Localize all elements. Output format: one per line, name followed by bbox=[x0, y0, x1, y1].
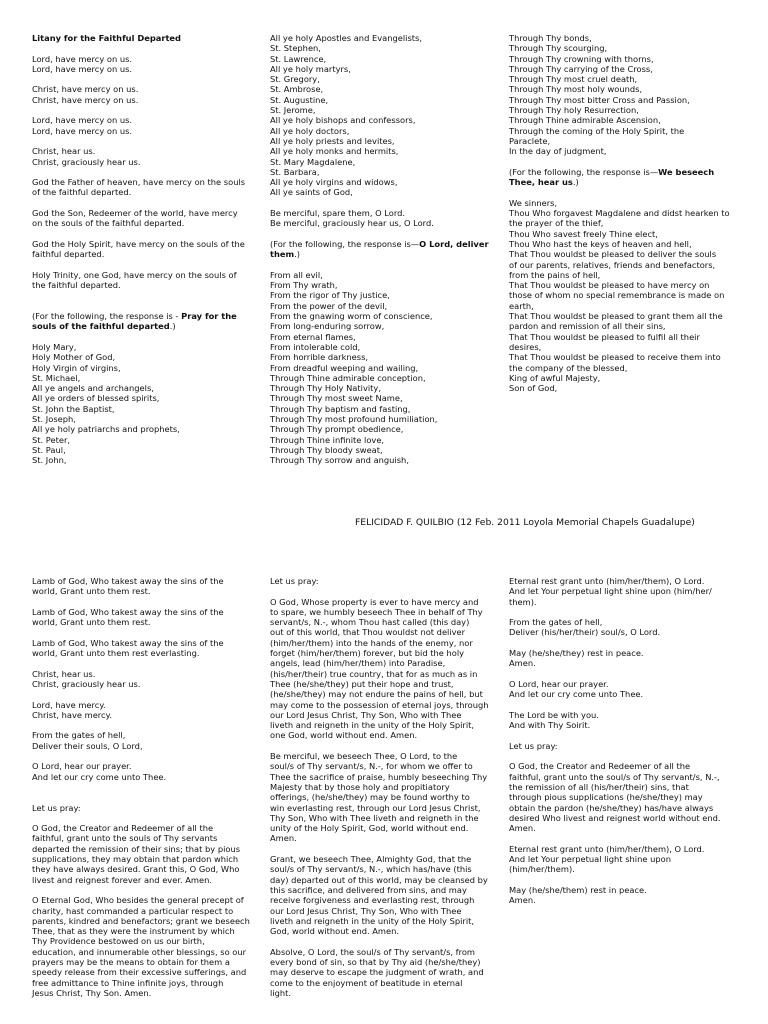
text-line: We sinners, bbox=[509, 197, 558, 208]
text-line: Deliver (his/her/their) soul/s, O Lord. bbox=[509, 627, 661, 638]
text-line: Through Thy most cruel death, bbox=[509, 74, 638, 85]
text-line: (him/her/them). bbox=[509, 864, 575, 875]
text-line: Thee the sacrifice of praise, humbly beseeching Thy bbox=[270, 771, 488, 782]
text-line: St. John the Baptist, bbox=[32, 403, 115, 414]
text-line: From the gates of hell, bbox=[509, 617, 603, 628]
paragraph bbox=[509, 198, 737, 394]
page1-col1 bbox=[32, 33, 260, 476]
text-line: O Eternal God, Who besides the general precept of bbox=[32, 895, 244, 906]
paragraph bbox=[32, 270, 260, 291]
paragraph bbox=[270, 751, 498, 844]
text-line: the faithful departed. bbox=[32, 280, 121, 291]
paragraph bbox=[32, 84, 260, 105]
text-line: All ye holy Apostles and Evangelists, bbox=[270, 33, 422, 43]
text-line: St. Gregory, bbox=[270, 74, 320, 85]
paragraph bbox=[32, 54, 260, 75]
text-line: light. bbox=[270, 987, 292, 998]
text-line: Deliver their souls, O Lord, bbox=[32, 740, 143, 751]
paragraph bbox=[32, 730, 260, 751]
text-line: Amen. bbox=[509, 658, 536, 669]
text-line: day) departed out of this world, may be cleansed by bbox=[270, 874, 488, 885]
text-line bbox=[270, 249, 498, 259]
text-line: every bond of sin, so that by Thy aid (he/she/they) bbox=[270, 956, 481, 967]
page1-col2 bbox=[270, 33, 498, 476]
paragraph bbox=[32, 177, 260, 198]
text-line: May (he/she/they) rest in peace. bbox=[509, 648, 644, 659]
text-line: O Lord, hear our prayer. bbox=[32, 761, 132, 772]
text-line: Lord, have mercy on us. bbox=[32, 53, 133, 64]
text-line: on the souls of the faithful departed. bbox=[32, 218, 185, 229]
text-line: faithful, grant unto the souls of Thy servants bbox=[32, 833, 218, 844]
text-line: (he/she/they) may not endure the pains of hell, but bbox=[270, 689, 483, 700]
text-line: Grant, we beseech Thee, Almighty God, that the bbox=[270, 854, 472, 865]
text-line: liveth and reigneth in the unity of the Holy Spirit, bbox=[270, 915, 475, 926]
text-line: All ye holy bishops and confessors, bbox=[270, 115, 416, 126]
text-line: From horrible darkness, bbox=[270, 352, 369, 363]
text-line: Jesus Christ, Thy Son. Amen. bbox=[32, 987, 152, 998]
text-line: From long-enduring sorrow, bbox=[270, 321, 385, 332]
text-line: Through Thine infinite love, bbox=[270, 434, 385, 445]
paragraph bbox=[270, 239, 498, 260]
text-line: through pious supplications (he/she/they) may bbox=[509, 792, 703, 803]
text-line: of the faithful departed. bbox=[32, 187, 132, 198]
text-line: From dreadful weeping and wailing, bbox=[270, 362, 419, 373]
text-line: Through Thy prompt obedience, bbox=[270, 424, 404, 435]
text-line: Through Thy Holy Nativity, bbox=[270, 383, 381, 394]
text-line: That Thou wouldst be pleased to grant them all the bbox=[509, 311, 723, 322]
paragraph bbox=[509, 617, 737, 638]
page1-col3 bbox=[509, 33, 737, 404]
text-line: O Lord, hear our prayer. bbox=[509, 678, 609, 689]
page2-col1 bbox=[32, 576, 260, 1008]
text-line: Through Thine admirable conception, bbox=[270, 372, 426, 383]
text-line: Lord, have mercy on us. bbox=[32, 115, 133, 126]
text-line: Holy Mary, bbox=[32, 341, 77, 352]
text-line: this sacrifice, and delivered from sins, and may bbox=[270, 884, 467, 895]
text-line: Son of God, bbox=[509, 383, 558, 394]
paragraph bbox=[509, 844, 737, 875]
text-line: O God, the Creator and Redeemer of all the bbox=[509, 761, 691, 772]
text-line: St. Stephen, bbox=[270, 43, 321, 54]
text-line: to spare, we humbly beseech Thee in behalf of Thy bbox=[270, 606, 483, 617]
text-line: Majesty that by those holy and propitiatory bbox=[270, 781, 450, 792]
text-line: the remission of all (his/her/their) sins, that bbox=[509, 781, 689, 792]
text-line: from the pains of hell, bbox=[509, 269, 601, 280]
text-line: That Thou wouldst be pleased to fulfil all their bbox=[509, 331, 700, 342]
text-line: Through Thy most bitter Cross and Passion, bbox=[509, 94, 690, 105]
text-line: And let Your perpetual light shine upon (him/her/ bbox=[509, 586, 712, 597]
text-line: Lamb of God, Who takest away the sins of the bbox=[32, 637, 224, 648]
text-line: Holy Trinity, one God, have mercy on the souls of bbox=[32, 269, 237, 280]
text-line: Thy Son, Who with Thee liveth and reigneth in the bbox=[270, 812, 479, 823]
text-line: parents, kindred and benefactors; grant we beseech bbox=[32, 915, 250, 926]
text-line: obtain the pardon (he/she/they) has/have always bbox=[509, 802, 714, 813]
text-line: desires, bbox=[509, 341, 542, 352]
text-line: world, Grant unto them rest. bbox=[32, 586, 151, 597]
paragraph bbox=[509, 679, 737, 700]
text-line: angels, lead (him/her/them) into Paradise, bbox=[270, 658, 446, 669]
text-line: Lamb of God, Who takest away the sins of the bbox=[32, 576, 224, 586]
text-line: earth, bbox=[509, 300, 534, 311]
text-line: From the gates of hell, bbox=[32, 730, 126, 741]
paragraph bbox=[32, 895, 260, 998]
text-line: All ye angels and archangels, bbox=[32, 383, 154, 394]
text-line: Let us pray: bbox=[270, 576, 319, 586]
text-line: world, Grant unto them rest. bbox=[32, 617, 151, 628]
text-line: St. Paul, bbox=[32, 444, 66, 455]
text-line: soul/s of Thy servant/s, N.-, for whom we offer to bbox=[270, 761, 473, 772]
col-body bbox=[270, 576, 498, 998]
text-line: Through Thy most sweet Name, bbox=[270, 393, 403, 404]
text-line: prayers may be the means to obtain for them a bbox=[32, 956, 230, 967]
text-line: Through Thy most holy wounds, bbox=[509, 84, 643, 95]
text-line: Thou Who forgavest Magdalene and didst hearken to bbox=[509, 208, 730, 219]
text-line: (him/her/them) into the hands of the enemy, nor bbox=[270, 637, 473, 648]
text-line bbox=[32, 321, 260, 331]
text-line: All ye holy priests and levites, bbox=[270, 135, 395, 146]
paragraph bbox=[270, 597, 498, 741]
text-line: them). bbox=[509, 596, 537, 607]
text-line: Christ, hear us. bbox=[32, 668, 96, 679]
text-line: Through Thine admirable Ascension, bbox=[509, 115, 661, 126]
text-line: one God, world without end. Amen. bbox=[270, 730, 418, 741]
text-line: Lord, have mercy on us. bbox=[32, 63, 133, 74]
text-line: Lord, have mercy on us. bbox=[32, 125, 133, 136]
page2-col3 bbox=[509, 576, 737, 916]
text-line: God the Father of heaven, have mercy on the souls bbox=[32, 177, 246, 188]
text-line: All ye saints of God, bbox=[270, 187, 353, 198]
paragraph bbox=[32, 700, 260, 721]
text-line: desired Who livest and reignest world without end. bbox=[509, 812, 721, 823]
text-line: win everlasting rest, through our Lord Jesus Christ, bbox=[270, 802, 481, 813]
text-line: All ye orders of blessed spirits, bbox=[32, 393, 160, 404]
paragraph bbox=[270, 270, 498, 466]
text-line: departed the remission of their sins; that by pious bbox=[32, 843, 241, 854]
paragraph bbox=[32, 607, 260, 628]
text-line: From all evil, bbox=[270, 269, 323, 280]
response-text: .) bbox=[169, 321, 176, 332]
text-line: those of whom no special remembrance is made on bbox=[509, 290, 725, 301]
paragraph bbox=[32, 342, 260, 466]
text-line: St. Ambrose, bbox=[270, 84, 324, 95]
paragraph bbox=[509, 33, 737, 157]
text-line: of our parents, relatives, friends and benefactors, bbox=[509, 259, 716, 270]
text-line: Through Thy sorrow and anguish, bbox=[270, 455, 409, 466]
text-line: St. Lawrence, bbox=[270, 53, 327, 64]
text-line: faithful, grant unto the soul/s of Thy servant/s, N.-, bbox=[509, 771, 720, 782]
text-line: Thee (he/she/they) put their hope and trust, bbox=[270, 678, 454, 689]
text-line: And let Your perpetual light shine upon bbox=[509, 854, 671, 865]
text-line: our Lord Jesus Christ, Thy Son, Who with Thee bbox=[270, 709, 462, 720]
text-line: St. Mary Magdalene, bbox=[270, 156, 356, 167]
text-line: come to the enjoyment of beatitude in eternal bbox=[270, 977, 463, 988]
paragraph bbox=[509, 167, 737, 188]
text-line bbox=[509, 167, 737, 177]
text-line: From the power of the devil, bbox=[270, 300, 388, 311]
col-body bbox=[32, 576, 260, 998]
text-line: the prayer of the thief, bbox=[509, 218, 604, 229]
text-line: Thee, that as they were the instrument by which bbox=[32, 926, 235, 937]
text-line: Holy Virgin of virgins, bbox=[32, 362, 121, 373]
text-line: In the day of judgment, bbox=[509, 146, 607, 157]
text-line: Lord, have mercy. bbox=[32, 699, 106, 710]
text-line: may deserve to escape the judgment of wrath, and bbox=[270, 967, 484, 978]
text-line: Paraclete, bbox=[509, 135, 551, 146]
text-line bbox=[509, 177, 737, 187]
paragraph bbox=[270, 854, 498, 936]
page2-col2 bbox=[270, 576, 498, 1008]
text-line: forget (him/her/them) forever, but bid the holy bbox=[270, 648, 465, 659]
text-line: Let us pray: bbox=[509, 740, 558, 751]
paragraph bbox=[32, 576, 260, 597]
text-line: Eternal rest grant unto (him/her/them), O Lord. bbox=[509, 843, 705, 854]
paragraph bbox=[32, 146, 260, 167]
text-line bbox=[270, 239, 498, 249]
paragraph bbox=[509, 761, 737, 833]
text-line: Amen. bbox=[270, 833, 297, 844]
credit-line: FELICIDAD F. QUILBIO (12 Feb. 2011 Loyola Memorial Chapels Guadalupe) bbox=[355, 517, 695, 528]
text-line: pardon and remission of all their sins, bbox=[509, 321, 666, 332]
text-line: faithful departed. bbox=[32, 249, 105, 260]
response-text: .) bbox=[572, 177, 579, 188]
text-line: Christ, have mercy on us. bbox=[32, 84, 139, 95]
paragraph bbox=[32, 669, 260, 690]
paragraph bbox=[270, 576, 498, 586]
text-line: From Thy wrath, bbox=[270, 280, 338, 291]
paragraph bbox=[509, 741, 737, 751]
text-line: All ye holy virgins and widows, bbox=[270, 177, 398, 188]
text-line: offerings, (he/she/they) may be found worthy to bbox=[270, 792, 470, 803]
text-line: unity of the Holy Spirit, God, world without end. bbox=[270, 823, 469, 834]
paragraph bbox=[32, 311, 260, 332]
response-text: (For the following, the response is— bbox=[509, 166, 659, 177]
paragraph bbox=[32, 638, 260, 659]
text-line: Be merciful, we beseech Thee, O Lord, to the bbox=[270, 751, 458, 762]
text-line: From the gnawing worm of conscience, bbox=[270, 311, 433, 322]
text-line: Thou Who hast the keys of heaven and hell, bbox=[509, 238, 692, 249]
text-line: soul/s of Thy servant/s, N.-, which has/have (this bbox=[270, 864, 472, 875]
col-body bbox=[32, 54, 260, 466]
text-line: Thy Providence bestowed on us our birth, bbox=[32, 936, 205, 947]
text-line: Christ, have mercy on us. bbox=[32, 94, 139, 105]
text-line: education, and innumerable other blessings, so our bbox=[32, 946, 247, 957]
text-line: God the Son, Redeemer of the world, have mercy bbox=[32, 208, 238, 219]
response-bold: Thee, hear us bbox=[509, 177, 573, 188]
response-bold: We beseech bbox=[658, 166, 715, 177]
text-line: All ye holy doctors, bbox=[270, 125, 350, 136]
text-line: The Lord be with you. bbox=[509, 709, 599, 720]
paragraph bbox=[32, 239, 260, 260]
paragraph bbox=[32, 208, 260, 229]
paragraph bbox=[509, 885, 737, 906]
text-line: Amen. bbox=[509, 895, 536, 906]
text-line: O God, the Creator and Redeemer of all the bbox=[32, 823, 214, 834]
text-line: Christ, hear us. bbox=[32, 146, 96, 157]
text-line: Christ, graciously hear us. bbox=[32, 156, 141, 167]
text-line: speedy release from their excessive sufferings, and bbox=[32, 967, 247, 978]
col-body bbox=[509, 576, 737, 906]
text-line: supplications, they may obtain that pardon which bbox=[32, 854, 239, 865]
paragraph bbox=[270, 33, 498, 198]
text-line: livest and reignest forever and ever. Amen. bbox=[32, 874, 213, 885]
text-line: From intolerable cold, bbox=[270, 341, 361, 352]
paragraph bbox=[509, 648, 737, 669]
paragraph bbox=[509, 576, 737, 607]
text-line: That Thou wouldst be pleased to deliver the souls bbox=[509, 249, 717, 260]
text-line: out of this world, that Thou wouldst not deliver bbox=[270, 627, 466, 638]
paragraph bbox=[509, 710, 737, 731]
paragraph bbox=[32, 761, 260, 782]
text-line: Through the coming of the Holy Spirit, the bbox=[509, 125, 685, 136]
text-line: Be merciful, spare them, O Lord. bbox=[270, 208, 405, 219]
text-line: Through Thy holy Resurrection, bbox=[509, 105, 639, 116]
text-line: servant/s, N.-, whom Thou hast called (this day) bbox=[270, 617, 470, 628]
text-line: And let our cry come unto Thee. bbox=[509, 689, 644, 700]
text-line: St. Barbara, bbox=[270, 166, 320, 177]
text-line: liveth and reigneth in the unity of the Holy Spirit, bbox=[270, 720, 475, 731]
response-bold: souls of the faithful departed bbox=[32, 321, 170, 332]
text-line: King of awful Majesty, bbox=[509, 372, 601, 383]
text-line: St. Augustine, bbox=[270, 94, 329, 105]
text-line: Eternal rest grant unto (him/her/them), O Lord. bbox=[509, 576, 705, 586]
text-line: May (he/she/them) rest in peace. bbox=[509, 884, 647, 895]
col-body bbox=[509, 33, 737, 393]
text-line: That Thou wouldst be pleased to receive them into bbox=[509, 352, 721, 363]
text-line: they have always desired. Grant this, O God, Who bbox=[32, 864, 240, 875]
response-bold: O Lord, deliver bbox=[419, 238, 489, 249]
text-line bbox=[32, 311, 260, 321]
response-text: (For the following, the response is - bbox=[32, 311, 182, 322]
text-line: St. Jerome, bbox=[270, 105, 316, 116]
text-line: charity, hast commanded a particular respect to bbox=[32, 905, 234, 916]
text-line: All ye holy monks and hermits, bbox=[270, 146, 399, 157]
text-line: Be merciful, graciously hear us, O Lord. bbox=[270, 218, 434, 229]
text-line: O God, Whose property is ever to have mercy and bbox=[270, 596, 479, 607]
text-line: And with Thy Soirit. bbox=[509, 720, 591, 731]
text-line: All ye holy patriarchs and prophets, bbox=[32, 424, 180, 435]
col-body bbox=[270, 33, 498, 465]
text-line: Absolve, O Lord, the soul/s of Thy servant/s, from bbox=[270, 946, 475, 957]
text-line: St. Peter, bbox=[32, 434, 71, 445]
text-line: Lamb of God, Who takest away the sins of the bbox=[32, 606, 224, 617]
text-line: And let our cry come unto Thee. bbox=[32, 771, 167, 782]
text-line: our Lord Jesus Christ, Thy Son, Who with Thee bbox=[270, 905, 462, 916]
paragraph bbox=[270, 208, 498, 229]
response-bold: Pray for the bbox=[181, 311, 237, 322]
litany-title: Litany for the Faithful Departed bbox=[32, 33, 181, 43]
text-line: God, world without end. Amen. bbox=[270, 926, 400, 937]
text-line: God the Holy Spirit, have mercy on the souls of the bbox=[32, 238, 245, 249]
response-bold: them bbox=[270, 249, 295, 260]
response-text: (For the following, the response is— bbox=[270, 238, 420, 249]
text-line: Amen. bbox=[509, 823, 536, 834]
paragraph bbox=[270, 947, 498, 998]
text-line: Through Thy crowning with thorns, bbox=[509, 53, 654, 64]
text-line: Through Thy baptism and fasting, bbox=[270, 403, 411, 414]
text-line: may come to the possession of eternal joys, through bbox=[270, 699, 489, 710]
text-line: From eternal flames, bbox=[270, 331, 356, 342]
text-line: Let us pray: bbox=[32, 802, 81, 813]
text-line: St. Joseph, bbox=[32, 413, 76, 424]
text-line: All ye holy martyrs, bbox=[270, 63, 351, 74]
text-line: St. Michael, bbox=[32, 372, 81, 383]
text-line: (his/her/their) true country, that for as much as in bbox=[270, 668, 478, 679]
paragraph bbox=[32, 115, 260, 136]
text-line: the company of the blessed, bbox=[509, 362, 628, 373]
text-line: Holy Mother of God, bbox=[32, 352, 116, 363]
paragraph bbox=[32, 823, 260, 885]
text-line: Through Thy most profound humiliation, bbox=[270, 413, 438, 424]
text-line: St. John, bbox=[32, 455, 67, 466]
text-line: Christ, graciously hear us. bbox=[32, 678, 141, 689]
text-line: Through Thy carrying of the Cross, bbox=[509, 63, 653, 74]
text-line: Thou Who savest freely Thine elect, bbox=[509, 228, 658, 239]
text-line: free admittance to Thine infinite joys, through bbox=[32, 977, 224, 988]
text-line: Through Thy bonds, bbox=[509, 33, 592, 43]
text-line: receive forgiveness and everlasting rest, through bbox=[270, 895, 475, 906]
paragraph bbox=[32, 803, 260, 813]
text-line: That Thou wouldst be pleased to have mercy on bbox=[509, 280, 710, 291]
response-text: .) bbox=[294, 249, 301, 260]
text-line: Through Thy scourging, bbox=[509, 43, 608, 54]
text-line: Through Thy bloody sweat, bbox=[270, 444, 383, 455]
text-line: Christ, have mercy. bbox=[32, 709, 112, 720]
text-line: From the rigor of Thy justice, bbox=[270, 290, 390, 301]
text-line: world, Grant unto them rest everlasting. bbox=[32, 648, 200, 659]
